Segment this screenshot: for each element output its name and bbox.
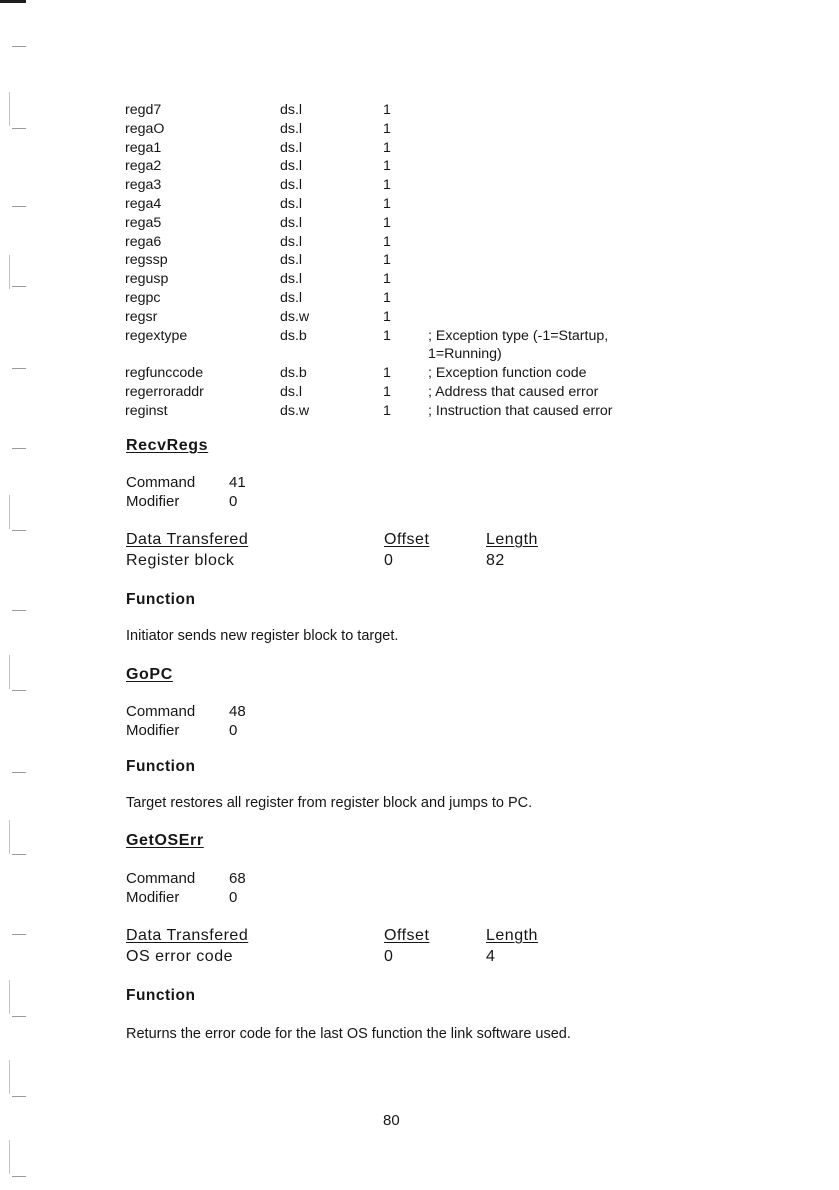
register-type: ds.l [280,120,303,137]
binding-tick [12,448,26,449]
recvregs-heading: RecvRegs [126,437,209,454]
binding-edge [9,92,10,126]
register-size: 1 [383,233,391,250]
getoserr-heading: GetOSErr [126,832,204,849]
gopc-heading: GoPC [126,666,173,683]
scan-corner-mark [0,0,26,3]
data-transfered-header: Data Transfered [126,531,249,548]
register-type: ds.l [280,195,303,212]
binding-tick [12,46,26,47]
register-type: ds.w [280,308,310,325]
register-comment: ; Instruction that caused error [428,402,613,419]
register-type: ds.w [280,402,310,419]
function-description: Returns the error code for the last OS function the link software used. [126,1026,571,1042]
register-size: 1 [383,139,391,156]
register-type: ds.l [280,102,303,118]
binding-edge [9,820,10,854]
page-number: 80 [383,1112,400,1129]
register-name: regd7 [125,102,162,118]
function-title: Function [126,987,196,1004]
length-header: Length [486,531,538,548]
binding-tick [12,368,26,369]
binding-edge [9,495,10,529]
binding-tick [12,854,26,855]
command-label: Command [126,703,196,720]
register-name: rega6 [125,233,162,250]
data-transfer-row [126,552,626,573]
register-type: ds.l [280,252,303,269]
data-transfer-row [126,948,626,969]
data-transfered-value: OS error code [126,948,233,965]
command-value: 41 [229,474,246,491]
register-type: ds.l [280,233,303,250]
register-name: rega1 [125,139,162,156]
register-comment: ; Address that caused error [428,383,599,400]
register-type: ds.l [280,214,303,231]
register-size: 1 [383,365,391,382]
register-name: reginst [125,402,168,419]
register-name: regaO [125,120,165,137]
register-name: rega5 [125,214,162,231]
register-size: 1 [383,402,391,419]
binding-edge [9,980,10,1014]
data-transfer-header [126,927,626,948]
binding-tick [12,1016,26,1017]
register-name: regerroraddr [125,383,204,400]
register-name: rega3 [125,177,162,194]
command-label: Command [126,474,196,491]
register-size: 1 [383,214,391,231]
modifier-label: Modifier [126,889,180,906]
data-transfer-header [126,531,626,552]
binding-tick [12,690,26,691]
length-header: Length [486,927,538,944]
offset-value: 0 [384,552,394,569]
offset-value: 0 [384,948,394,965]
binding-tick [12,286,26,287]
register-type: ds.l [280,383,303,400]
modifier-label: Modifier [126,493,180,510]
function-title: Function [126,758,196,775]
register-size: 1 [383,195,391,212]
register-type: ds.b [280,365,307,382]
register-comment: ; Exception function code [428,365,587,382]
register-type: ds.b [280,327,307,344]
binding-tick [12,1176,26,1177]
binding-edge [9,1060,10,1094]
register-type: ds.l [280,271,303,288]
register-size: 1 [383,327,391,344]
length-value: 82 [486,552,505,569]
binding-tick [12,934,26,935]
register-name: regextype [125,327,188,344]
binding-edge [9,655,10,689]
register-name: rega4 [125,195,162,212]
modifier-value: 0 [229,493,238,510]
data-transfered-value: Register block [126,552,235,569]
register-name: regssp [125,252,168,269]
register-size: 1 [383,308,391,325]
register-size: 1 [383,289,391,306]
register-name: regusp [125,271,169,288]
register-size: 1 [383,102,391,118]
register-size: 1 [383,177,391,194]
register-type: ds.l [280,177,303,194]
length-value: 4 [486,948,496,965]
binding-tick [12,1096,26,1097]
register-name: rega2 [125,158,162,175]
register-size: 1 [383,271,391,288]
modifier-value: 0 [229,722,238,739]
offset-header: Offset [384,531,430,548]
modifier-label: Modifier [126,722,180,739]
register-name: regpc [125,289,161,306]
register-size: 1 [383,158,391,175]
command-value: 68 [229,870,246,887]
register-type: ds.l [280,139,303,156]
binding-tick [12,530,26,531]
register-type: ds.l [280,289,303,306]
binding-edge [9,1140,10,1174]
recvregs-data-transfer [126,531,626,573]
getoserr-data-transfer [126,927,626,969]
modifier-value: 0 [229,889,238,906]
register-comment: ; Exception type (-1=Startup, 1=Running) [428,327,609,363]
register-name: regfunccode [125,365,204,382]
register-type: ds.l [280,158,303,175]
register-size: 1 [383,383,391,400]
binding-tick [12,128,26,129]
command-label: Command [126,870,196,887]
register-size: 1 [383,252,391,269]
offset-header: Offset [384,927,430,944]
function-title: Function [126,591,196,608]
binding-tick [12,206,26,207]
register-name: regsr [125,308,158,325]
register-size: 1 [383,120,391,137]
binding-tick [12,772,26,773]
binding-tick [12,610,26,611]
function-description: Initiator sends new register block to target. [126,628,399,644]
command-value: 48 [229,703,246,720]
binding-edge [9,255,10,289]
data-transfered-header: Data Transfered [126,927,249,944]
function-description: Target restores all register from register block and jumps to PC. [126,795,533,811]
